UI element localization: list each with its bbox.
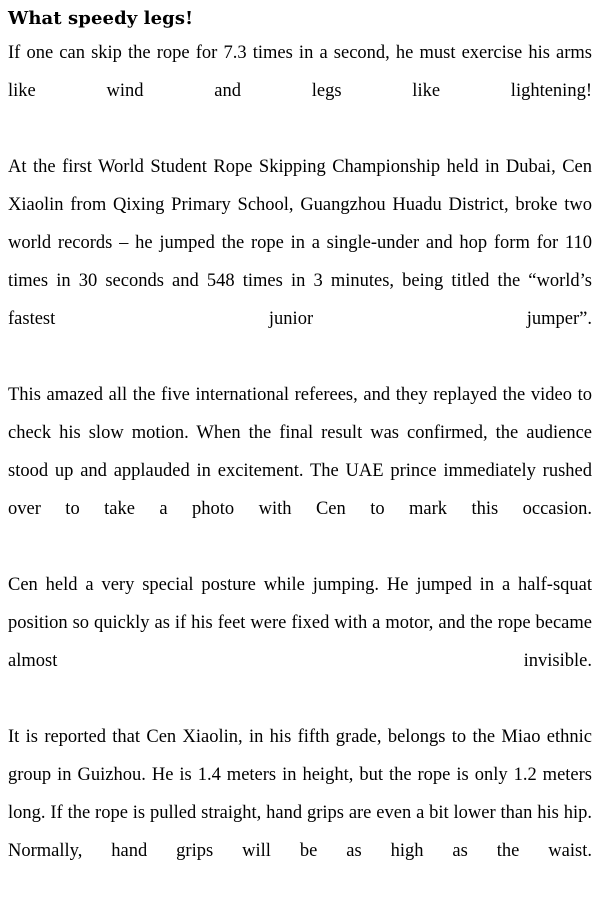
paragraph-5: It is reported that Cen Xiaolin, in his fifth grade, belongs to the Miao ethnic group in Guizhou. He is 1.4 meters in height, but the rope is only 1.2 meters long. If the rope is pulled straight, hand grips are even a bit lower than his hip. Normally, hand grips will be as high as the waist. (8, 727, 592, 862)
paragraph-3: This amazed all the five international referees, and they replayed the video to check his slow motion. When the final result was confirmed, the audience stood up and applauded in excitement. The UAE prince immediately rushed over to take a photo with Cen to mark this occasion. (8, 385, 592, 520)
paragraph-1: If one can skip the rope for 7.3 times in a second, he must exercise his arms like wind and legs like lightening! (8, 43, 592, 102)
paragraph-4: Cen held a very special posture while jumping. He jumped in a half-squat position so quickly as if his feet were fixed with a motor, and the rope became almost invisible. (8, 575, 592, 672)
paragraph-2: At the first World Student Rope Skipping Championship held in Dubai, Cen Xiaolin from Qixing Primary School, Guangzhou Huadu District, broke two world records – he jumped the rope in a single-under and hop form for 110 times in 30 seconds and 548 times in 3 minutes, being titled the “world’s fastest junior jumper”. (8, 157, 592, 330)
page-title: What speedy legs! (8, 8, 194, 29)
